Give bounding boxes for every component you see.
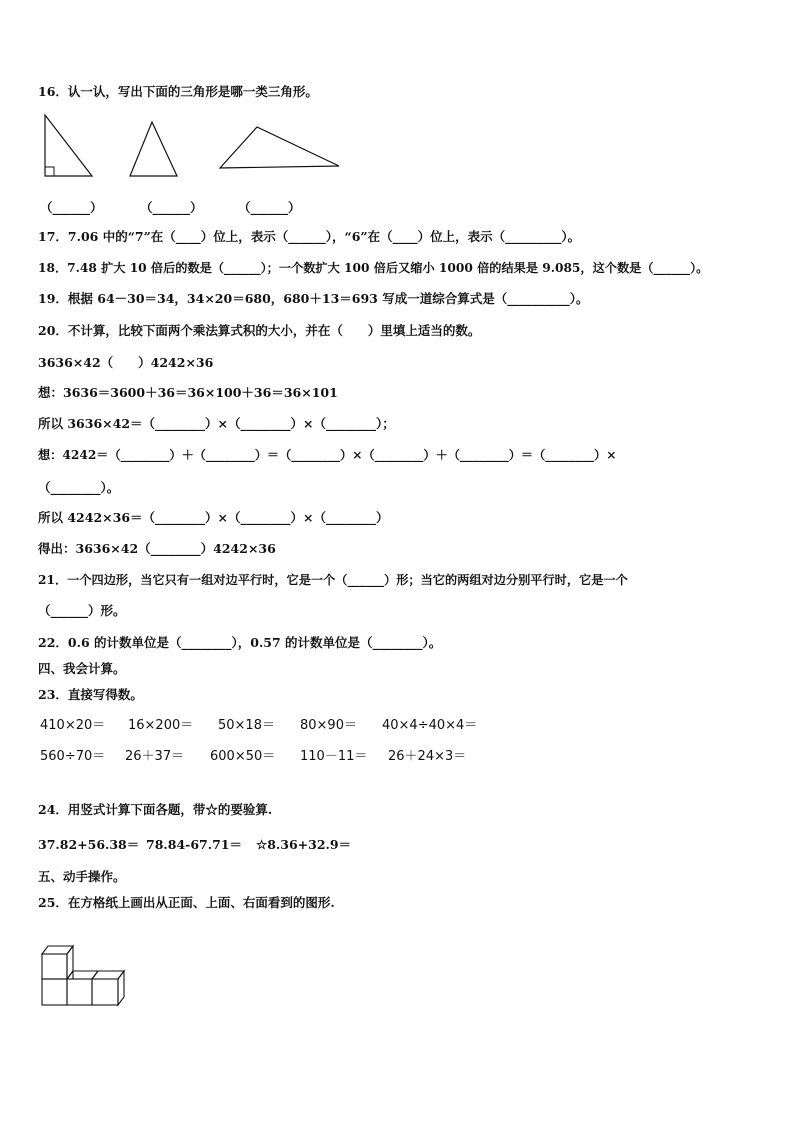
- answer-blank[interactable]: （______）: [40, 200, 103, 215]
- calc-item: 600×50＝: [210, 749, 276, 764]
- calc-item: 26＋37＝: [125, 749, 185, 764]
- q20-result: 得出：3636×42（________）4242×36: [38, 541, 276, 556]
- answer-blank[interactable]: （______）: [140, 200, 203, 215]
- q23-row1: [40, 718, 477, 734]
- calc-item: 50×18＝: [218, 718, 275, 733]
- q20-think1: 想：3636＝3600＋36＝36×100＋36＝36×101: [38, 385, 338, 400]
- right-triangle-figure: [40, 112, 100, 182]
- calc-item: 110－11＝: [300, 749, 368, 764]
- q21-text: 21．一个四边形，当它只有一组对边平行时，它是一个（______）形；当它的两组对边分别平行时，它是一个: [38, 573, 628, 587]
- calc-item: 40×4÷40×4＝: [382, 718, 478, 733]
- q20-so1: 所以 3636×42＝（________）×（________）×（________）；: [38, 416, 395, 431]
- calc-item: 16×200＝: [128, 718, 194, 733]
- q16-title: 16．认一认，写出下面的三角形是哪一类三角形。: [38, 84, 318, 99]
- calc-item: 560÷70＝: [40, 749, 106, 764]
- q22-text: 22．0.6 的计数单位是（________），0.57 的计数单位是（________）。: [38, 635, 442, 650]
- vertical-calc-item: 37.82+56.38＝: [38, 837, 140, 852]
- q23-row2: [40, 749, 466, 765]
- q20-compare: 3636×42（ ）4242×36: [38, 355, 214, 370]
- calc-item: 80×90＝: [300, 718, 357, 733]
- vertical-calc-item: 78.84-67.71＝: [146, 837, 242, 852]
- q17-text: 17．7.06 中的“7”在（____）位上，表示（______），“6”在（____）位上，表示（_________）。: [38, 229, 581, 244]
- cube-stack-figure: [38, 940, 138, 1012]
- q25-title: 25．在方格纸上画出从正面、上面、右面看到的图形.: [38, 895, 335, 910]
- q23-title: 23．直接写得数。: [38, 687, 143, 702]
- q20-think2: 想：4242＝（________）＋（________）＝（________）×（________）＋（________）＝（________）×: [38, 448, 617, 462]
- vertical-calc-item: ☆8.36+32.9＝: [256, 837, 352, 852]
- q24-items: [38, 837, 351, 853]
- answer-blank[interactable]: （______）: [238, 200, 301, 215]
- q18-text: 18．7.48 扩大 10 倍后的数是（______）；一个数扩大 100 倍后又缩小 1000 倍的结果是 9.085，这个数是（______）。: [38, 261, 709, 275]
- q20-so2: 所以 4242×36＝（________）×（________）×（________）: [38, 510, 389, 525]
- q19-text: 19．根据 64－30＝34，34×20＝680，680＋13＝693 写成一道综合算式是（__________）。: [38, 291, 589, 306]
- acute-triangle-figure: [125, 118, 185, 180]
- q20-text: 20．不计算，比较下面两个乘法算式积的大小，并在（ ）里填上适当的数。: [38, 323, 481, 338]
- calc-item: 26＋24×3＝: [388, 749, 467, 764]
- q24-title: 24．用竖式计算下面各题，带☆的要验算.: [38, 802, 273, 817]
- calc-item: 410×20＝: [40, 718, 106, 733]
- q20-think2b: （________）。: [38, 480, 120, 495]
- section-4-title: 四、我会计算。: [38, 661, 126, 676]
- obtuse-triangle-figure: [215, 122, 345, 174]
- q21-text2: （______）形。: [38, 603, 126, 618]
- section-5-title: 五、动手操作。: [38, 869, 126, 884]
